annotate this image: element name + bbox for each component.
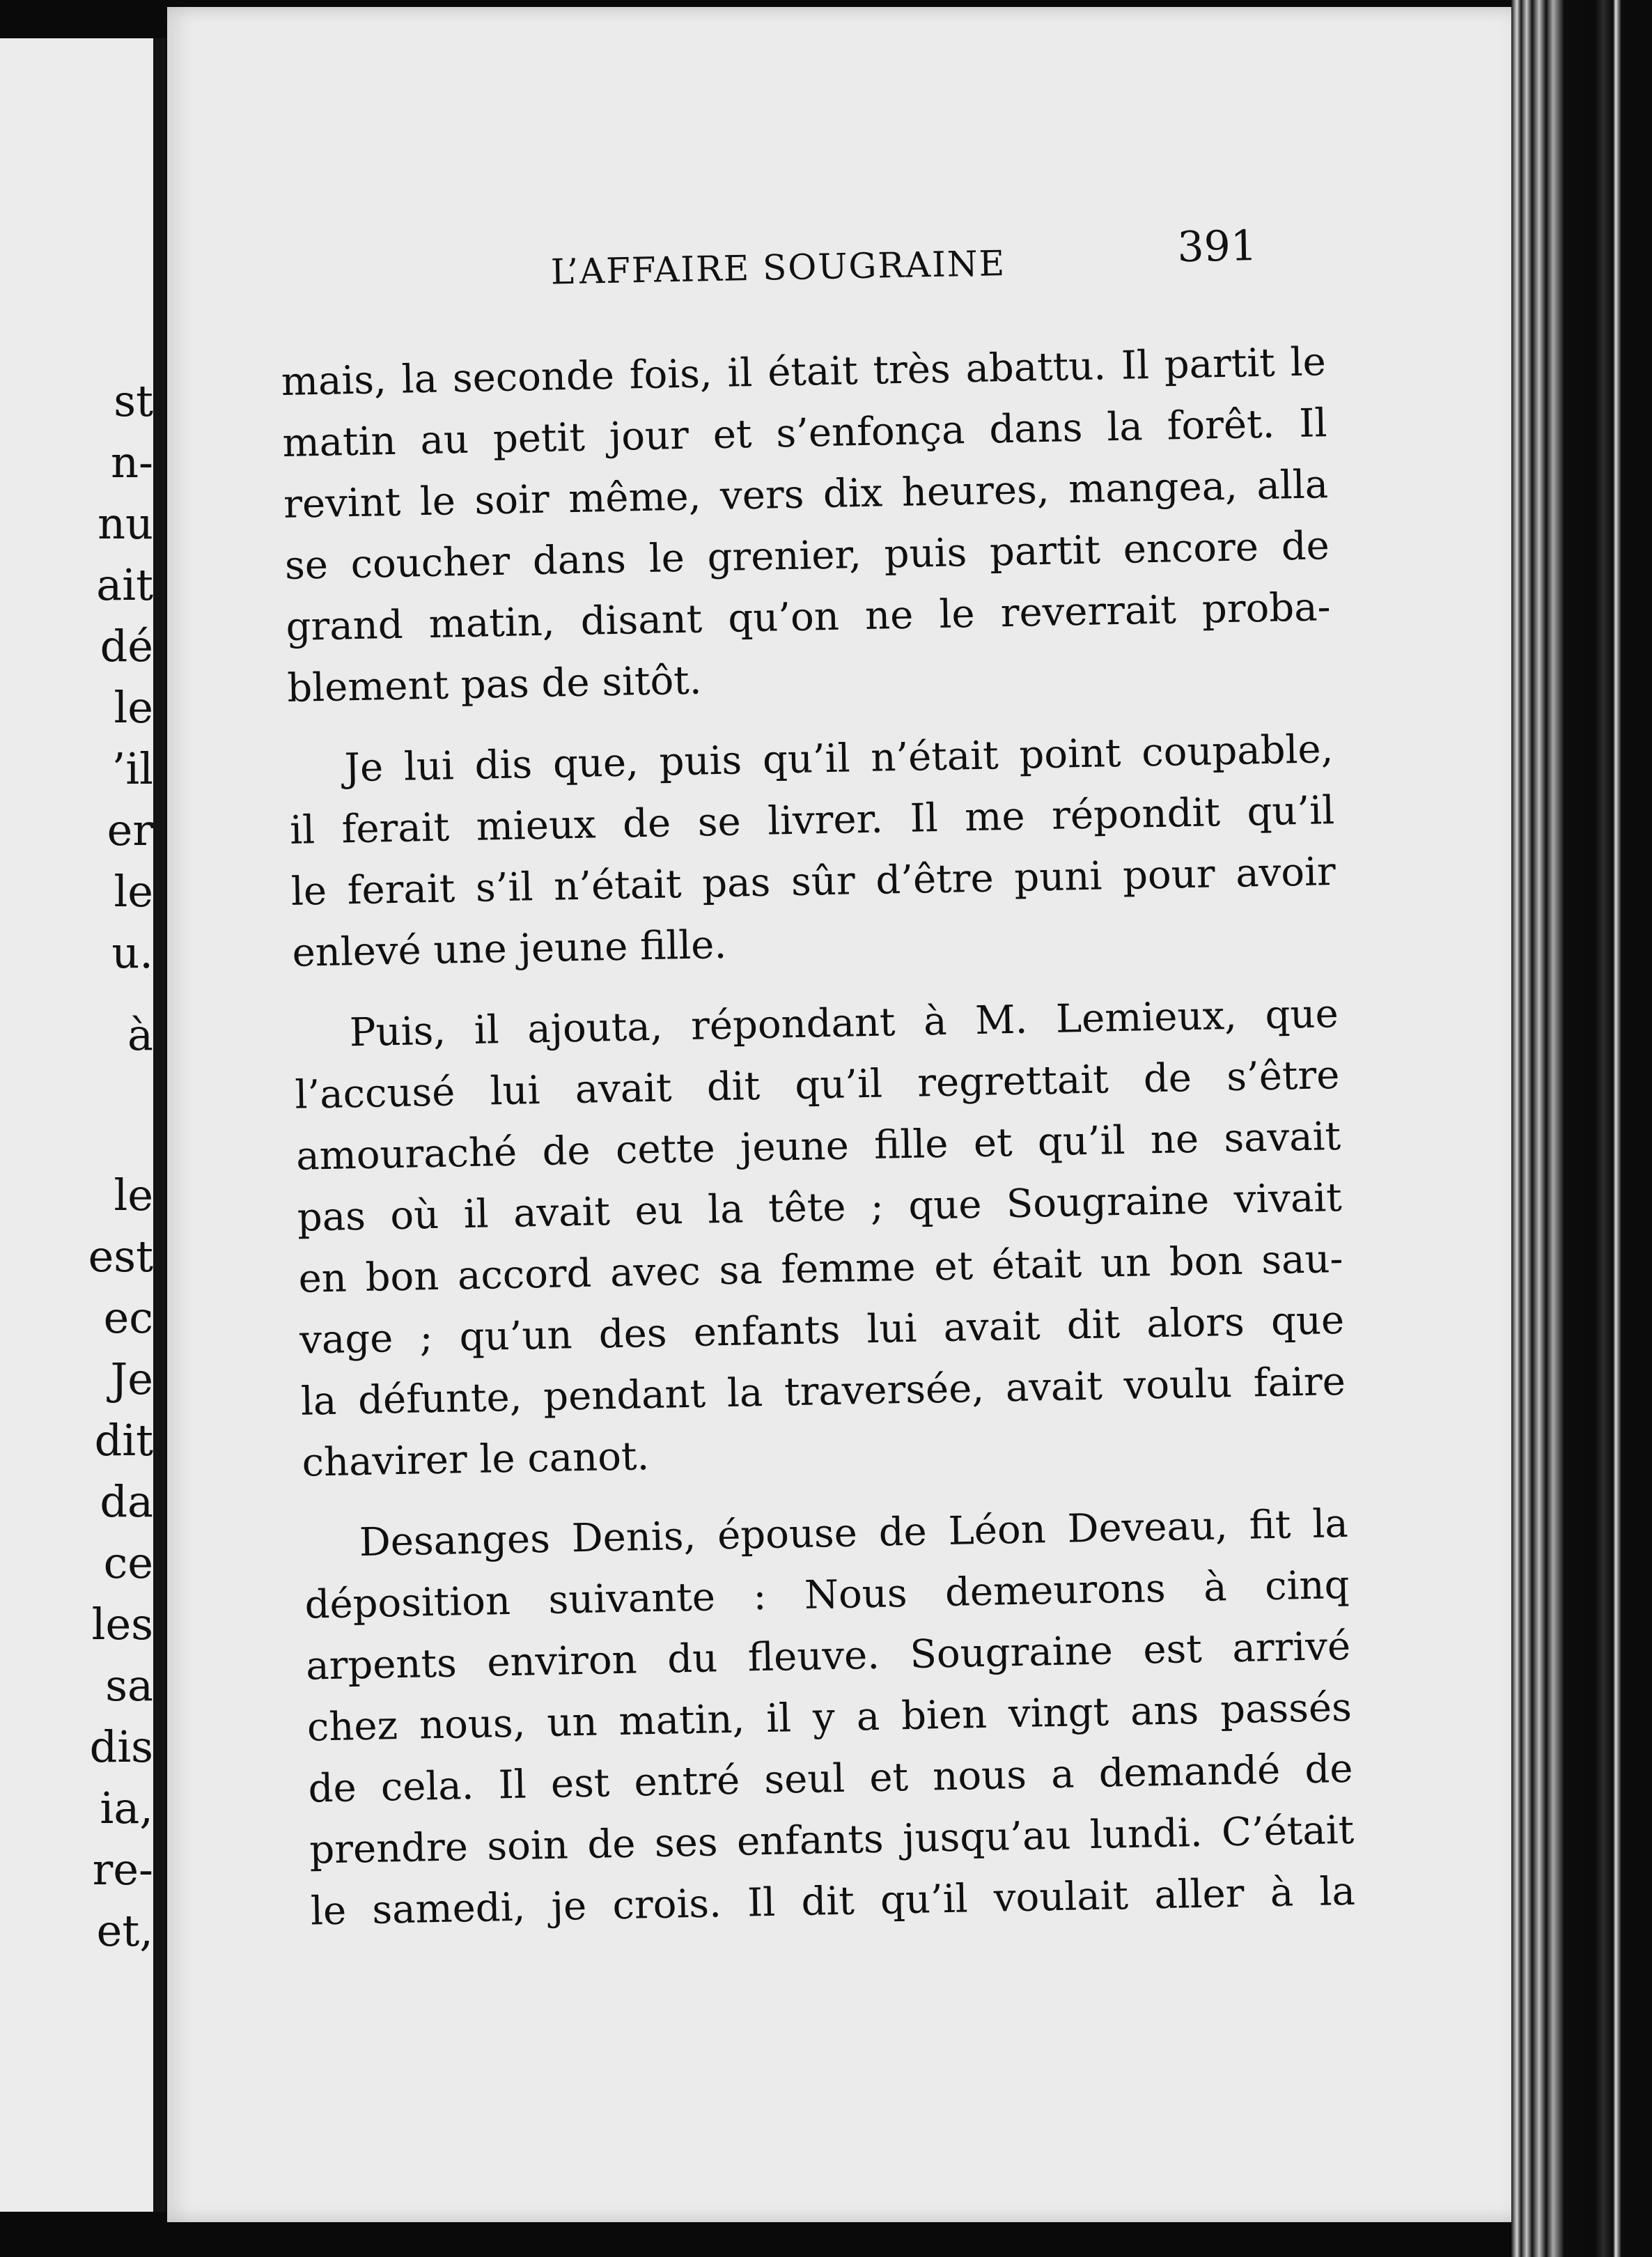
facing-page-fragment: sa bbox=[105, 1660, 153, 1711]
text-line: l’accusé lui avait dit qu’il regrettait de s’être bbox=[294, 1052, 1340, 1118]
facing-page-fragment: dé bbox=[100, 621, 153, 672]
text-line: vage ; qu’un des enfants lui avait dit alors que bbox=[299, 1297, 1345, 1363]
text-line: le ferait s’il n’était pas sûr d’être puni pour avoir bbox=[290, 849, 1337, 915]
page-number: 391 bbox=[1176, 222, 1258, 272]
running-head-title: L’AFFAIRE SOUGRAINE bbox=[550, 242, 1006, 293]
text-line: se coucher dans le grenier, puis partit encore de bbox=[284, 523, 1330, 589]
text-line: grand matin, disant qu’on ne le reverrait proba- bbox=[286, 584, 1332, 650]
paragraph bbox=[293, 984, 1347, 1494]
text-line: de cela. Il est entré seul et nous a demandé de bbox=[308, 1746, 1354, 1812]
body-text bbox=[281, 332, 1356, 1942]
facing-page-fragment: est bbox=[88, 1231, 153, 1282]
facing-page-fragment: ia, bbox=[100, 1783, 153, 1833]
facing-page-fragment: et, bbox=[96, 1905, 153, 1956]
text-line: la défunte, pendant la traversée, avait voulu faire bbox=[300, 1358, 1346, 1425]
facing-page-fragment: nu bbox=[98, 498, 153, 549]
facing-page-fragment: le bbox=[114, 682, 153, 733]
text-line: en bon accord avec sa femme et était un bon sau- bbox=[298, 1236, 1343, 1302]
facing-page-fragment: ce bbox=[103, 1537, 153, 1588]
page-edges bbox=[1511, 0, 1652, 2257]
facing-page-fragment: le bbox=[114, 866, 153, 917]
text-line: Desanges Denis, épouse de Léon Deveau, fit la bbox=[359, 1500, 1349, 1566]
text-line: mais, la seconde fois, il était très abattu. Il partit le bbox=[281, 339, 1327, 405]
facing-page-fragment: ’il bbox=[111, 743, 153, 794]
facing-page-fragment: le bbox=[114, 1170, 153, 1220]
facing-page-fragment: er bbox=[107, 805, 153, 855]
text-line: Je lui dis que, puis qu’il n’était point coupable, bbox=[343, 727, 1334, 791]
facing-page-fragment: à bbox=[127, 1009, 153, 1060]
text-line: revint le soir même, vers dix heures, mangea, alla bbox=[283, 462, 1329, 527]
facing-page-fragment: re- bbox=[92, 1844, 153, 1895]
facing-page-fragment: dit bbox=[94, 1415, 153, 1466]
facing-page-fragment: ait bbox=[96, 559, 153, 610]
text-line: chavirer le canot. bbox=[302, 1434, 650, 1486]
paragraph bbox=[303, 1494, 1356, 1943]
facing-page-fragment: u. bbox=[111, 927, 153, 978]
text-line: Puis, il ajouta, répondant à M. Lemieux, que bbox=[349, 991, 1339, 1056]
text-line: chez nous, un matin, il y a bien vingt ans passés bbox=[306, 1684, 1353, 1751]
facing-page-fragment: dis bbox=[89, 1721, 153, 1772]
text-line: il ferait mieux de se livrer. Il me répondit qu’il bbox=[289, 788, 1335, 853]
paragraph bbox=[281, 332, 1332, 720]
facing-page-fragment: st bbox=[114, 375, 153, 426]
facing-page-fragment: ec bbox=[103, 1292, 153, 1343]
text-line: arpents environ du fleuve. Sougraine est arrivé bbox=[305, 1623, 1351, 1689]
text-line: le samedi, je crois. Il dit qu’il voulait aller à la bbox=[310, 1868, 1356, 1934]
text-line: prendre soin de ses enfants jusqu’au lundi. C’était bbox=[309, 1807, 1355, 1873]
paragraph bbox=[288, 719, 1337, 984]
page-content bbox=[279, 220, 1356, 1962]
facing-page-fragment: n- bbox=[111, 437, 153, 488]
text-line: déposition suivante : Nous demeurons à cinq bbox=[304, 1562, 1350, 1628]
text-line: amouraché de cette jeune fille et qu’il ne savait bbox=[295, 1113, 1341, 1179]
facing-page-fragment: les bbox=[91, 1599, 153, 1650]
text-line: enlevé une jeune fille. bbox=[292, 922, 727, 976]
facing-page-fragment: Je bbox=[110, 1354, 153, 1404]
text-line: pas où il avait eu la tête ; que Sougraine vivait bbox=[297, 1174, 1343, 1241]
text-line: matin au petit jour et s’enfonça dans la forêt. Il bbox=[281, 401, 1327, 466]
text-line: blement pas de sitôt. bbox=[286, 658, 703, 711]
facing-page-edge bbox=[0, 38, 166, 2212]
facing-page-fragment: da bbox=[100, 1476, 153, 1527]
